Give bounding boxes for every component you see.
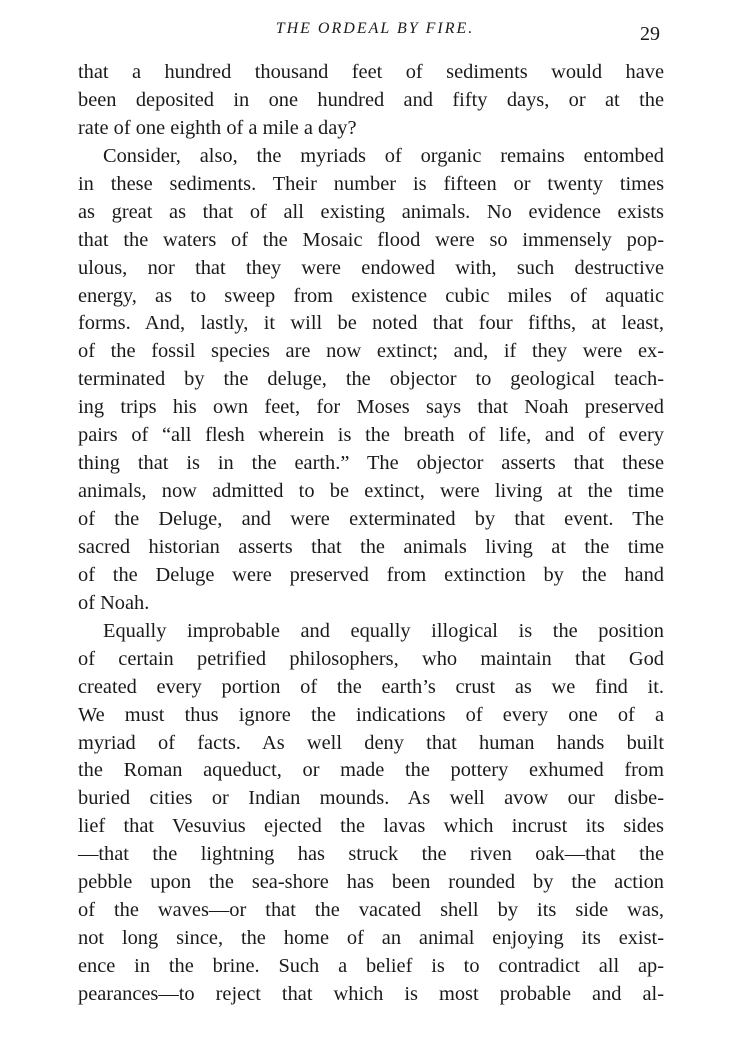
text-line: terminated by the deluge, the objector to geological teach- [78, 368, 664, 391]
text-line: buried cities or Indian mounds. As well avow our disbe- [78, 787, 664, 810]
text-line: not long since, the home of an animal enjoying its exist- [78, 927, 664, 950]
text-line: rate of one eighth of a mile a day? [78, 116, 357, 139]
text-line: We must thus ignore the indications of every one of a [78, 703, 664, 726]
text-line: forms. And, lastly, it will be noted that four fifths, at least, [78, 312, 664, 335]
text-line: thing that is in the earth.” The objector asserts that these [78, 452, 664, 475]
text-line: that the waters of the Mosaic flood were so immensely pop- [78, 228, 664, 251]
text-line: ence in the brine. Such a belief is to contradict all ap- [78, 955, 664, 977]
text-line: of certain petrified philosophers, who maintain that God [78, 647, 664, 670]
text-line: of Noah. [78, 591, 150, 614]
text-line: lief that Vesuvius ejected the lavas which incrust its sides [78, 815, 664, 838]
paragraph [78, 59, 664, 143]
text-line: as great as that of all existing animals. No evidence exists [78, 200, 664, 223]
text-line: Consider, also, the myriads of organic remains entombed [103, 144, 664, 167]
text-line: the Roman aqueduct, or made the pottery exhumed from [78, 759, 664, 782]
text-line: ing trips his own feet, for Moses says that Noah preserved [78, 396, 664, 419]
text-line: ulous, nor that they were endowed with, such destructive [78, 256, 664, 279]
text-line: pearances—to reject that which is most probable and al- [78, 982, 664, 1005]
text-line: that a hundred thousand feet of sediments would have [78, 61, 664, 83]
text-line: of the fossil species are now extinct; and, if they were ex- [78, 340, 664, 363]
text-line: —that the lightning has struck the riven oak—that the [78, 843, 664, 866]
text-line: of the Deluge, and were exterminated by that event. The [78, 508, 664, 530]
text-line: sacred historian asserts that the animals living at the time [78, 535, 664, 558]
page-number: 29 [640, 23, 660, 45]
text-line: animals, now admitted to be extinct, were living at the time [78, 480, 664, 503]
text-line: been deposited in one hundred and fifty days, or at the [78, 88, 664, 111]
running-title: THE ORDEAL BY FIRE. [275, 20, 475, 37]
text-line: of the Deluge were preserved from extinction by the hand [78, 563, 664, 586]
text-line: Equally improbable and equally illogical is the position [103, 619, 664, 642]
paragraph [78, 143, 664, 618]
running-head [0, 20, 750, 50]
text-line: energy, as to sweep from existence cubic miles of aquatic [78, 284, 664, 307]
paragraph [78, 618, 664, 1009]
body-text [78, 59, 664, 1009]
text-line: created every portion of the earth’s crust as we find it. [78, 675, 664, 698]
text-line: pebble upon the sea-shore has been rounded by the action [78, 871, 664, 894]
text-line: myriad of facts. As well deny that human hands built [78, 731, 664, 754]
text-line: of the waves—or that the vacated shell by its side was, [78, 899, 664, 922]
text-line: in these sediments. Their number is fifteen or twenty times [78, 172, 664, 195]
text-line: pairs of “all flesh wherein is the breath of life, and of every [78, 424, 664, 447]
